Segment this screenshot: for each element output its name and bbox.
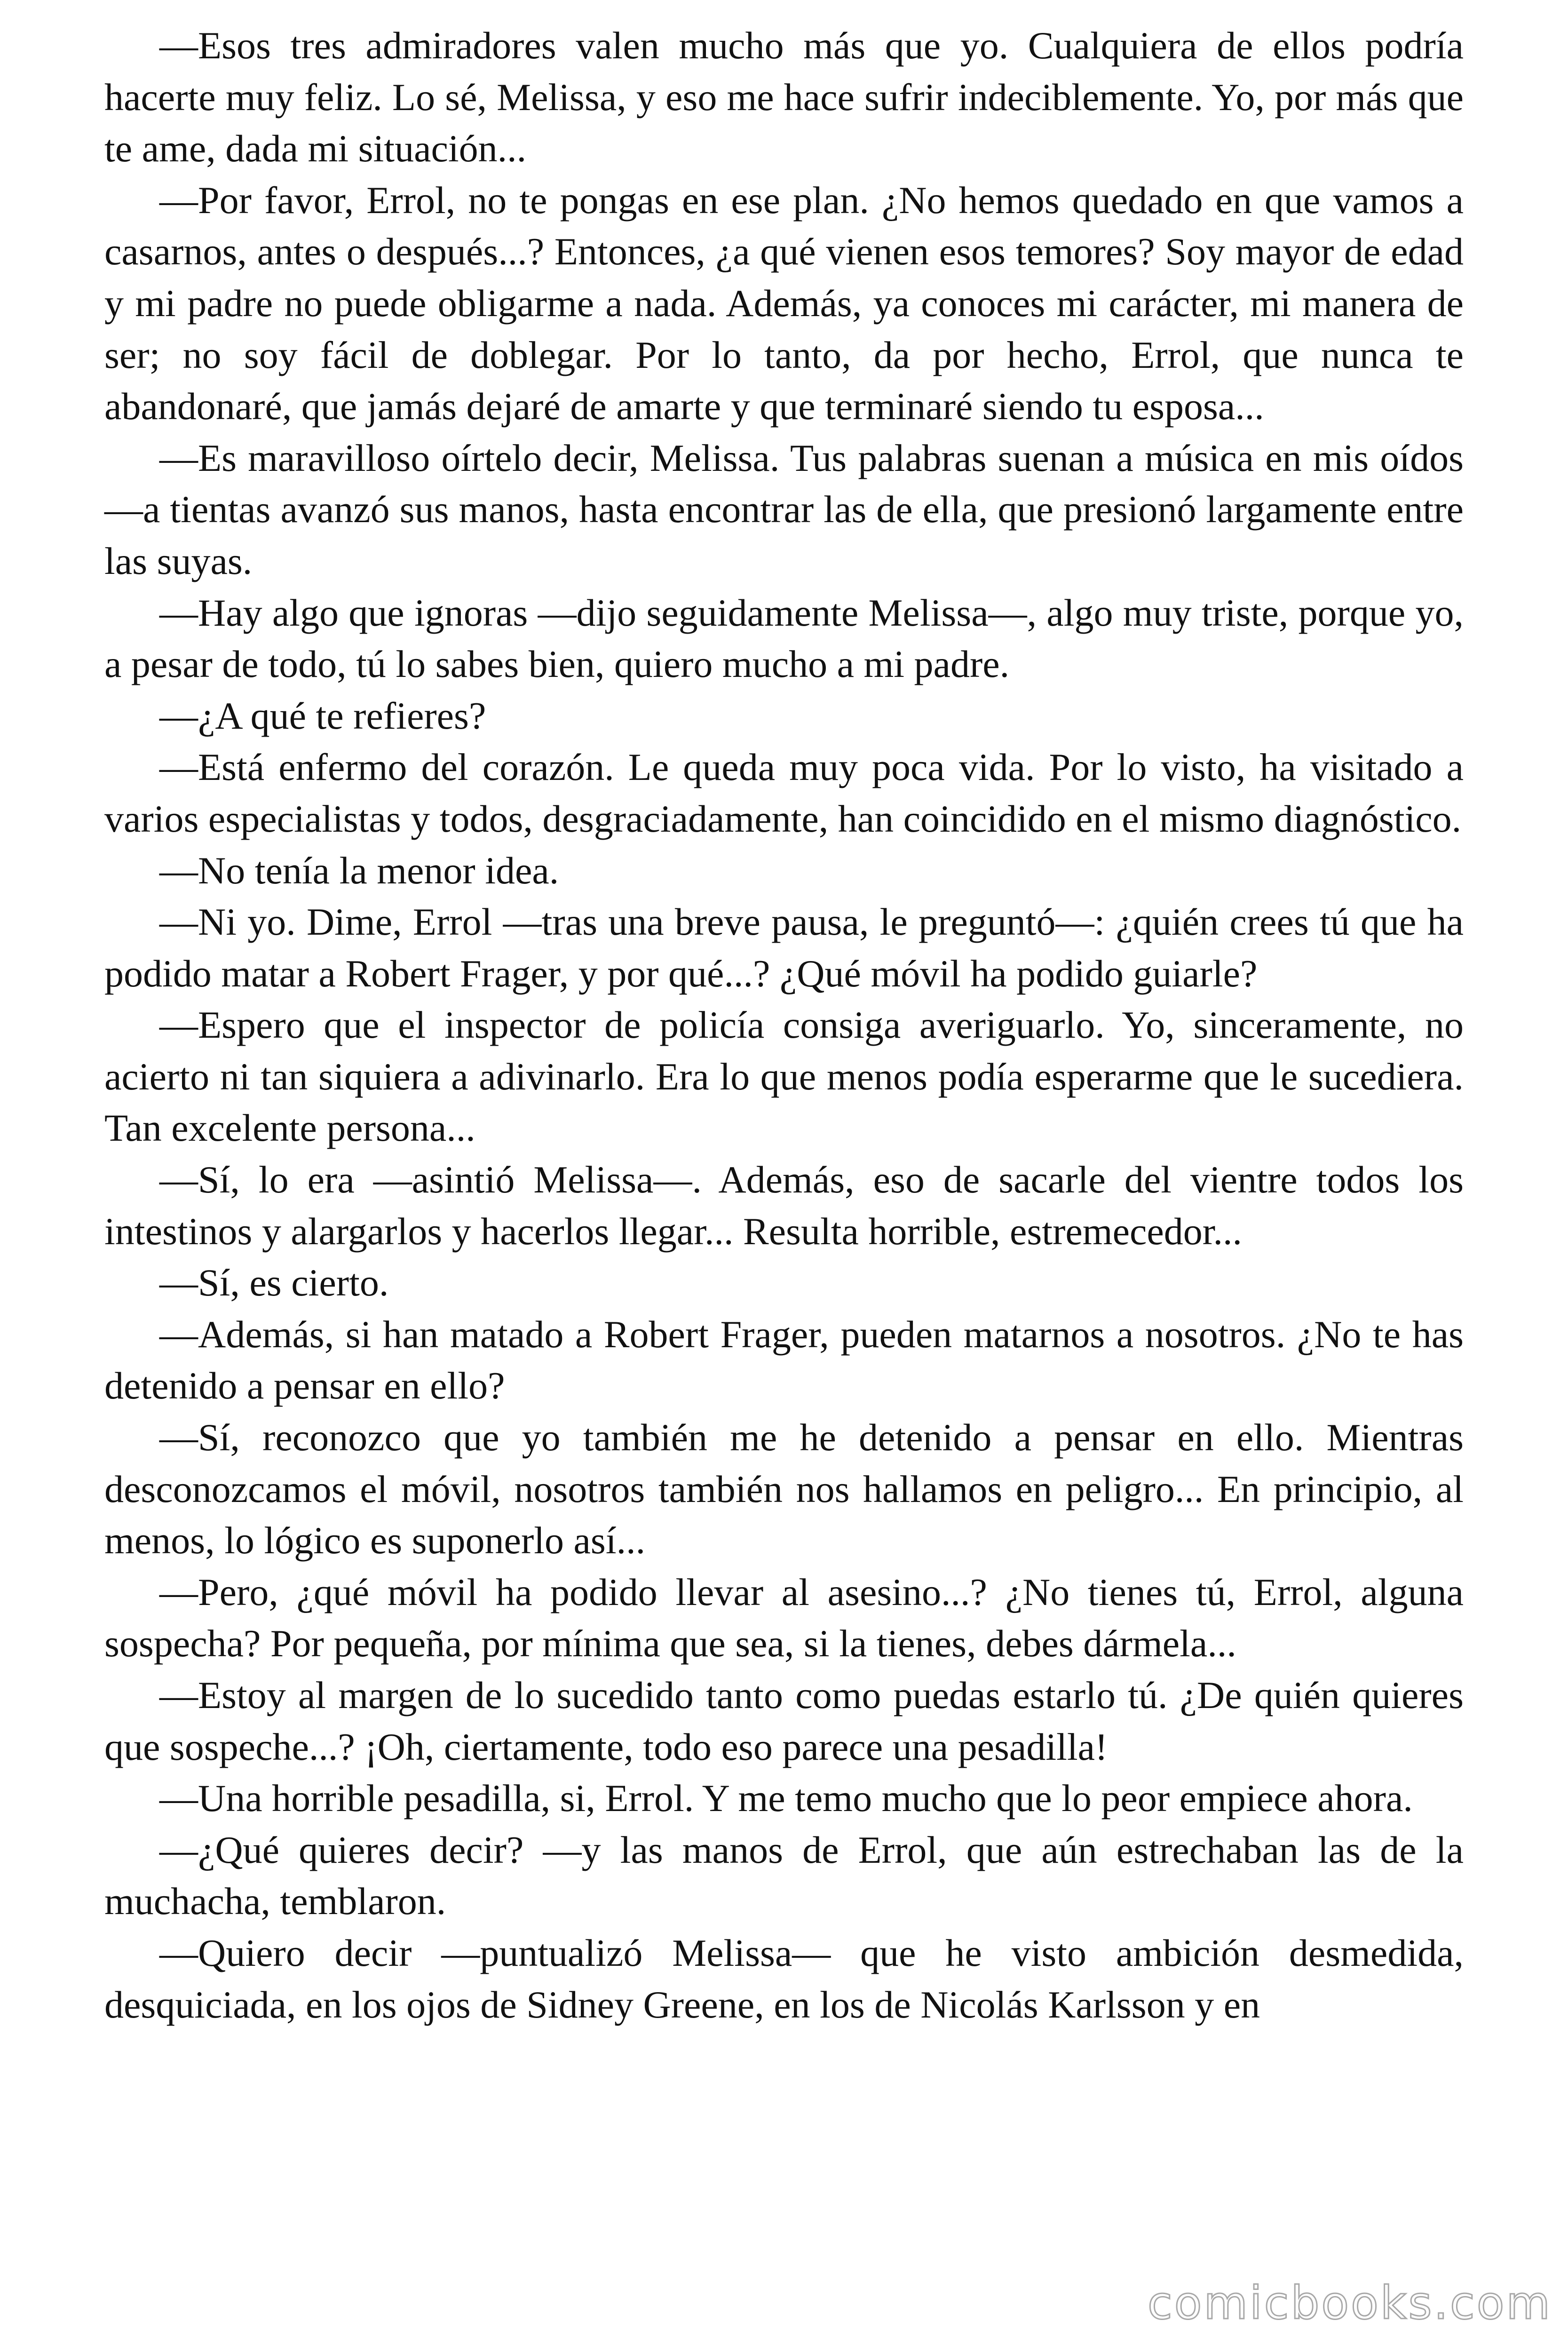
paragraph: —Está enfermo del corazón. Le queda muy poca vida. Por lo visto, ha visitado a varios especialistas y todos, desgraciadamente, han coincidido en el mismo diagnóstico. (104, 746, 1464, 840)
paragraph: —Sí, es cierto. (159, 1261, 389, 1304)
paragraph: —Sí, reconozco que yo también me he detenido a pensar en ello. Mientras desconozcamos el móvil, nosotros también nos hallamos en peligro... En principio, al menos, lo lógico es suponerlo así... (104, 1416, 1464, 1562)
paragraph: —Además, si han matado a Robert Frager, pueden matarnos a nosotros. ¿No te has detenido a pensar en ello? (104, 1312, 1464, 1407)
paragraph: —¿A qué te refieres? (159, 694, 486, 737)
paragraph: —Una horrible pesadilla, si, Errol. Y me temo mucho que lo peor empiece ahora. (159, 1777, 1413, 1820)
paragraph: —Ni yo. Dime, Errol —tras una breve pausa, le preguntó—: ¿quién crees tú que ha podido matar a Robert Frager, y por qué...? ¿Qué móvil ha podido guiarle? (104, 900, 1464, 995)
paragraph: —Es maravilloso oírtelo decir, Melissa. Tus palabras suenan a música en mis oídos —a tientas avanzó sus manos, hasta encontrar las de ella, que presionó largamente entre las suyas. (104, 436, 1464, 582)
paragraph: —Quiero decir —puntualizó Melissa— que he visto ambición desmedida, desquiciada, en los ojos de Sidney Greene, en los de Nicolás Karlsson y en (104, 1931, 1464, 2026)
paragraph: —Esos tres admiradores valen mucho más que yo. Cualquiera de ellos podría hacerte muy feliz. Lo sé, Melissa, y eso me hace sufrir indeciblemente. Yo, por más que te ame, dada mi situación... (104, 24, 1464, 170)
paragraph: —Espero que el inspector de policía consiga averiguarlo. Yo, sinceramente, no acierto ni tan siquiera a adivinarlo. Era lo que menos podía esperarme que le sucediera. Tan excelente persona... (104, 1003, 1464, 1150)
paragraph: —Estoy al margen de lo sucedido tanto como puedas estarlo tú. ¿De quién quieres que sospeche...? ¡Oh, ciertamente, todo eso parece una pesadilla! (104, 1674, 1464, 1768)
watermark-text: comicbooks.com (1148, 2277, 1552, 2329)
paragraph: —Por favor, Errol, no te pongas en ese plan. ¿No hemos quedado en que vamos a casarnos, antes o después...? Entonces, ¿a qué vienen esos temores? Soy mayor de edad y mi padre no puede obligarme a nada. Además, ya conoces mi carácter, mi manera de ser; no soy fácil de doblegar. Por lo tanto, da por hecho, Errol, que nunca te abandonaré, que jamás dejaré de amarte y que terminaré siendo tu esposa... (104, 178, 1464, 428)
paragraph: —Sí, lo era —asintió Melissa—. Además, eso de sacarle del vientre todos los intestinos y alargarlos y hacerlos llegar... Resulta horrible, estremecedor... (104, 1158, 1464, 1253)
paragraph: —Hay algo que ignoras —dijo seguidamente Melissa—, algo muy triste, porque yo, a pesar de todo, tú lo sabes bien, quiero mucho a mi padre. (104, 591, 1464, 686)
paragraph: —¿Qué quieres decir? —y las manos de Errol, que aún estrechaban las de la muchacha, temblaron. (104, 1828, 1464, 1923)
paragraph: —No tenía la menor idea. (159, 849, 559, 892)
paragraph: —Pero, ¿qué móvil ha podido llevar al asesino...? ¿No tienes tú, Errol, alguna sospecha? Por pequeña, por mínima que sea, si la tienes, debes dármela... (104, 1570, 1464, 1665)
page-text (104, 20, 1464, 2030)
